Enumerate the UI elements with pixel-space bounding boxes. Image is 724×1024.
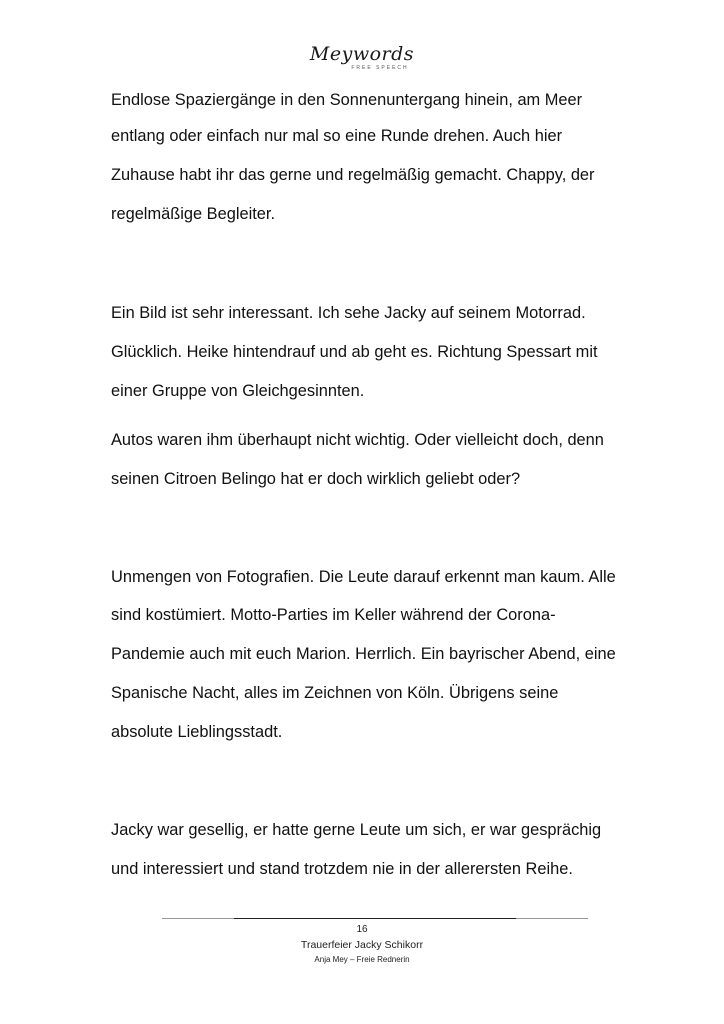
body-line: Jacky war gesellig, er hatte gerne Leute um sich, er war gesprächig [111,821,602,839]
body-line: Autos waren ihm überhaupt nicht wichtig. Oder vielleicht doch, denn [111,431,604,449]
header-logo [0,44,724,71]
body-line: entlang oder einfach nur mal so eine Runde drehen. Auch hier [111,127,563,145]
body-line: einer Gruppe von Gleichgesinnten. [111,382,365,400]
footer-document-title: Trauerfeier Jacky Schikorr [300,939,424,951]
footer-author: Anja Mey – Freie Rednerin [314,955,410,964]
footer-divider [162,918,588,919]
body-line: Endlose Spaziergänge in den Sonnenuntergang hinein, am Meer [111,91,583,109]
body-line: Ein Bild ist sehr interessant. Ich sehe Jacky auf seinem Motorrad. [111,304,586,322]
page-number: 16 [356,924,368,935]
body-line: absolute Lieblingsstadt. [111,723,283,741]
body-line: Unmengen von Fotografien. Die Leute darauf erkennt man kaum. Alle [111,568,616,586]
body-line: sind kostümiert. Motto-Parties im Keller während der Corona- [111,606,556,624]
body-line: seinen Citroen Belingo hat er doch wirklich geliebt oder? [111,470,521,488]
body-line: Spanische Nacht, alles im Zeichnen von Köln. Übrigens seine [111,684,559,702]
body-line: Pandemie auch mit euch Marion. Herrlich. Ein bayrischer Abend, eine [111,645,616,663]
body-line: und interessiert und stand trotzdem nie in der allerersten Reihe. [111,860,573,878]
body-line: Zuhause habt ihr das gerne und regelmäßig gemacht. Chappy, der [111,166,595,184]
body-line: regelmäßige Begleiter. [111,205,275,223]
logo-wordmark: Meywords [309,43,415,65]
body-line: Glücklich. Heike hintendrauf und ab geht es. Richtung Spessart mit [111,343,598,361]
logo-subtext: FREE SPEECH [351,65,409,71]
